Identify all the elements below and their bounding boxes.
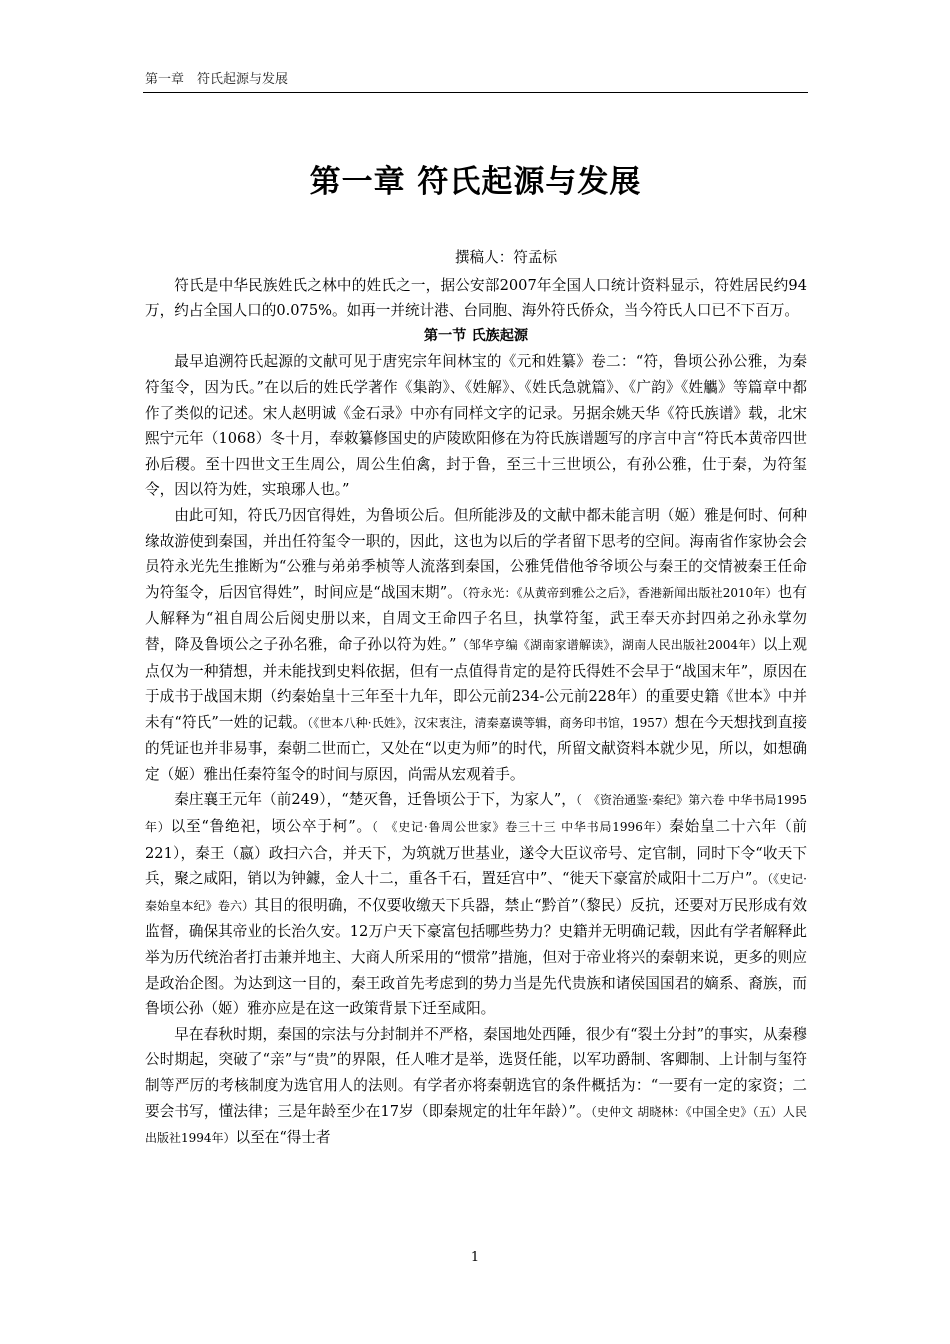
author-line: 撰稿人：符孟标 <box>454 249 558 266</box>
text-run: 以上观点仅为一种猜想，并未能找到史料依据，但有一点值得肯定的是符氏得姓不会早于“战国末年”，原因在于成书于战国末期（约秦始皇十三年至十九年，即公元前234-公元前228年）的重要史籍《世本》中并未有“符氏”一姓的记载。 <box>145 635 807 731</box>
page-number: 1 <box>470 1250 480 1265</box>
paragraph-intro: 符氏是中华民族姓氏之林中的姓氏之一，据公安部2007年全国人口统计资料显示，符姓居民约94万，约占全国人口的0.075%。如再一并统计港、台同胞、海外符氏侨众，当今符氏人口已不下百万。 <box>145 276 807 320</box>
citation: （《世本八种·氏姓》，汉宋衷注，清秦嘉谟等辑，商务印书馆，1957） <box>307 715 675 730</box>
citation: （ 《资治通鉴·秦纪》第六卷 中华书局1995年） <box>145 793 807 835</box>
paragraph-origin-analysis <box>145 503 807 788</box>
paragraph-origin-sources: 最早追溯符氏起源的文献可见于唐宪宗年间林宝的《元和姓纂》卷二：“符，鲁顷公孙公雅，为秦符玺令，因为氏。”在以后的姓氏学著作《集韵》、《姓解》、《姓氏急就篇》、《广韵》《姓觿》等篇章中都作了类似的记述。宋人赵明诚《金石录》中亦有同样文字的记录。另据余姚天华《符氏族谱》载，北宋熙宁元年（1068）冬十月，奉敕纂修国史的庐陵欧阳修在为符氏族谱题写的序言中言“符氏本黄帝四世孙后稷。至十四世文王生周公，周公生伯禽，封于鲁，至三十三世顷公，有孙公雅，仕于秦，为符玺令，因以符为姓，实琅琊人也。” <box>145 353 807 499</box>
text-run: 想在今天想找到直接的凭证也并非易事，秦朝二世而亡，又处在“以吏为师”的时代，所留文献资料本就少见，所以，如想确定（姬）雅出任秦符玺令的时间与原因，尚需从宏观着手。 <box>145 713 807 783</box>
paragraph-qin-policy <box>145 787 807 1021</box>
text-run: 秦始皇二十六年（前221），秦王（嬴）政扫六合，并天下，为筑就万世基业，遂令大臣议帝号、定官制，同时下令“收天下兵，聚之咸阳，销以为钟鐻，金人十二，重各千石，置廷宫中”、“徙天下豪富於咸阳十二万户”。 <box>145 818 807 888</box>
text-run: 以至在“得士者 <box>235 1129 331 1147</box>
text-run: 也有人解释为“祖自周公后阅史册以来，自周文王命四子名旦，执掌符玺，武王奉天亦封四弟之孙永掌勿替，降及鲁顷公之子孙名雅，命子孙以符为姓。” <box>145 583 807 653</box>
citation: （史仲文 胡晓林：《中国全史》（五）人民出版社1994年） <box>145 1104 807 1146</box>
running-header: 第一章 符氏起源与发展 <box>145 72 289 87</box>
text-run: 其目的很明确，不仅要收缴天下兵器，禁止“黔首”（黎民）反抗，还要对万民形成有效监督，确保其帝业的长治久安。12万户天下豪富包括哪些势力？史籍并无明确记载，因此有学者解释此举为历代统治者打击兼并地主、大商人所采用的“惯常”措施，但对于帝业将兴的秦朝来说，更多的则应是政治企图。为达到这一目的，秦王政首先考虑到的势力当是先代贵族和诸侯国国君的嫡系、裔族，而鲁顷公孙（姬）雅亦应是在这一政策背景下迁至咸阳。 <box>145 896 807 1018</box>
chapter-title: 第一章 符氏起源与发展 <box>309 164 642 200</box>
text-run: 由此可知，符氏乃因官得姓，为鲁顷公后。但所能涉及的文献中都未能言明（姬）雅是何时、何种缘故游使到秦国，并出任符玺令一职的，因此，这也为以后的学者留下思考的空间。海南省作家协会会员符永光先生推断为“公雅与弟弟季桢等人流落到秦国，公雅凭借他爷爷顷公与秦王的交情被秦王任命为符玺令，后因官得姓”，时间应是“战国末期”。 <box>145 506 807 601</box>
section-title: 第一节 氏族起源 <box>423 327 529 344</box>
citation: （符永光：《从黄帝到雅公之后》，香港新闻出版社2010年） <box>462 585 778 600</box>
text-run: 秦庄襄王元年（前249），“楚灭鲁，迁鲁顷公于下，为家人”， <box>174 791 576 809</box>
document-body <box>145 245 807 1152</box>
paragraph-qin-officials <box>145 1022 807 1152</box>
citation: （《史记·秦始皇本纪》卷六） <box>145 872 807 913</box>
text-run: 以至“鲁绝祀，顷公卒于柯”。 <box>170 818 372 836</box>
citation: （邹华亨编《湖南家谱解读》，湖南人民出版社2004年） <box>456 637 763 652</box>
text-run: 早在春秋时期，秦国的宗法与分封制并不严格，秦国地处西陲，很少有“裂土分封”的事实，从秦穆公时期起，突破了“亲”与“贵”的界限，任人唯才是举，选贤任能，以军功爵制、客卿制、上计制与玺符制等严厉的考核制度为选官用人的法则。有学者亦将秦朝选官的条件概括为：“一要有一定的家资；二要会书写，懂法律；三是年龄至少在17岁（即秦规定的壮年年龄）”。 <box>145 1025 807 1120</box>
citation: （ 《史记·鲁周公世家》卷三十三 中华书局1996年） <box>371 820 670 835</box>
header-rule <box>143 92 808 93</box>
